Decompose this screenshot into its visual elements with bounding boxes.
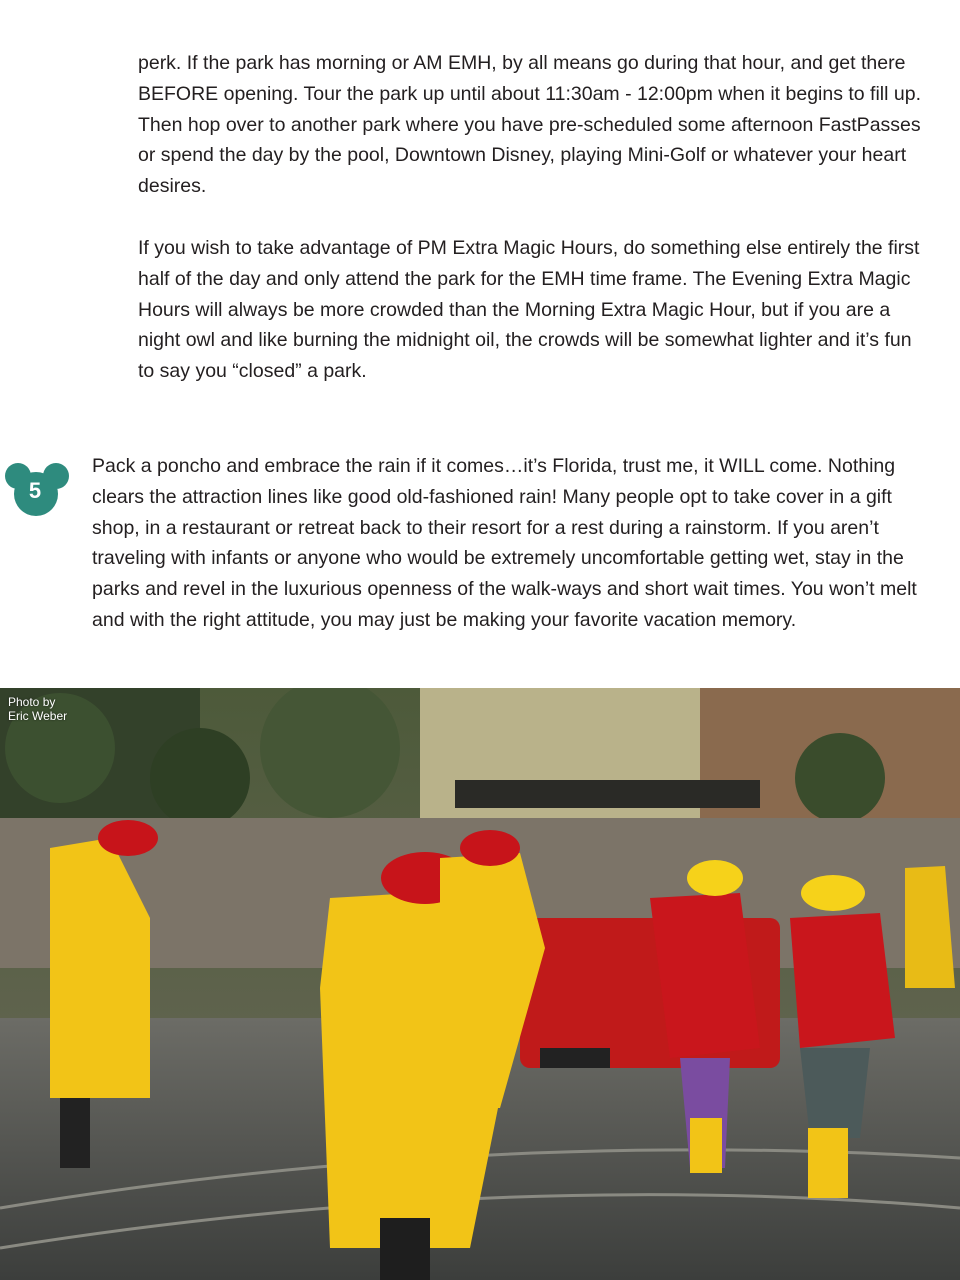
tip-number: 5 — [28, 478, 42, 503]
rainy-parade-image — [0, 688, 960, 1280]
body-paragraph-emh-morning: perk. If the park has morning or AM EMH, by all means go during that hour, and get there BEFORE opening. Tour the park up until about 11:30am - 12:00pm when it begins to fill up. Then hop over to another park where you have pre-scheduled some afternoon FastPasses or spend the day by the pool, Downtown Disney, playing Mini-Golf or whatever your heart desires. — [138, 52, 921, 198]
parade-photo — [0, 688, 960, 1280]
tip-number-badge — [4, 460, 74, 520]
photo-credit — [8, 695, 88, 723]
body-paragraph-rain-tip: Pack a poncho and embrace the rain if it comes…it’s Florida, trust me, it WILL come. Nothing clears the attraction lines like good old-fashioned rain! Many people opt to take cover in a gift shop, in a restaurant or retreat back to their resort for a rest during a rainstorm. If you aren’t traveling with infants or anyone who would be extremely uncomfortable getting wet, stay in the parks and revel in the luxurious openness of the walk-ways and short wait times. You won’t melt and with the right attitude, you may just be making your favorite vacation memory. — [92, 455, 917, 631]
photo-credit-line2: Eric Weber — [8, 709, 68, 723]
photo-credit-line1: Photo by — [8, 695, 56, 709]
body-paragraph-emh-evening: If you wish to take advantage of PM Extra Magic Hours, do something else entirely the first half of the day and only attend the park for the EMH time frame. The Evening Extra Magic Hours will always be more crowded than the Morning Extra Magic Hour, but if you are a night owl and like burning the midnight oil, the crowds will be somewhat lighter and it’s fun to say you “closed” a park. — [138, 237, 920, 383]
